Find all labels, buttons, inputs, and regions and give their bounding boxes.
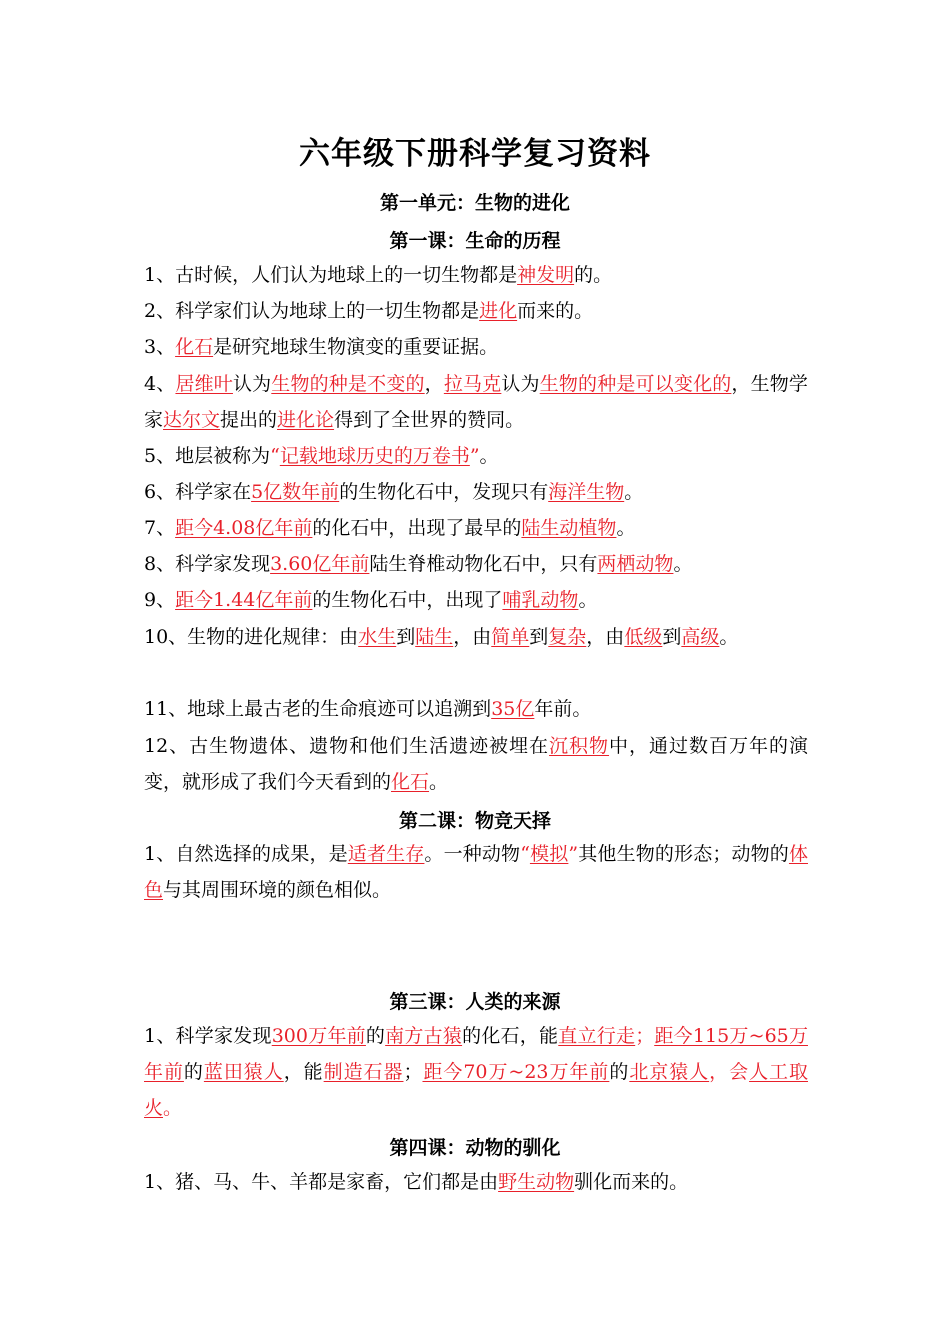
highlight-text: “ — [270, 445, 280, 467]
key-term: 蓝田猿人 — [203, 1061, 284, 1083]
body-text: 。 — [673, 553, 693, 575]
body-text: 9、 — [144, 589, 176, 611]
highlight-text: “ — [520, 843, 530, 865]
body-text: 陆生脊椎动物化石中，只有 — [369, 553, 598, 575]
body-text: 的化石中，出现了最早的 — [312, 517, 522, 539]
key-term: 5亿数年前 — [251, 481, 340, 503]
list-item — [144, 366, 808, 438]
body-text: ； — [403, 1061, 423, 1083]
body-text: 11、地球上最古老的生命痕迹可以追溯到 — [144, 698, 492, 720]
body-text: 认为 — [501, 373, 540, 395]
body-text: 的生物化石中，发现只有 — [339, 481, 549, 503]
body-text: 。 — [624, 481, 644, 503]
body-text: 1、科学家发现 — [144, 1025, 272, 1047]
highlight-text: 。 — [163, 1097, 183, 1119]
body-text: 到 — [529, 626, 549, 648]
key-term: 化石 — [175, 336, 214, 358]
key-term: 距今1.44亿年前 — [175, 589, 313, 611]
lesson-heading-3: 第三课：人类的来源 — [389, 991, 561, 1013]
body-text: 是研究地球生物演变的重要证据。 — [213, 336, 499, 358]
body-text: 。一种动物 — [424, 843, 521, 865]
key-term: 体色 — [144, 843, 808, 901]
body-text: 2、科学家们认为地球上的一切生物都是 — [144, 300, 480, 322]
key-term: 两栖动物 — [597, 553, 674, 575]
body-text: 1、猪、马、牛、羊都是家畜，它们都是由 — [144, 1171, 499, 1193]
key-term: 哺乳动物 — [502, 589, 579, 611]
body-text: 4、 — [144, 373, 176, 395]
body-text: 得到了全世界的赞同。 — [334, 409, 525, 431]
unit-heading: 第一单元：生物的进化 — [379, 192, 570, 214]
body-text: 6、科学家在 — [144, 481, 252, 503]
highlight-text: ” — [568, 843, 579, 865]
body-text: 到 — [662, 626, 682, 648]
key-term: 陆生 — [415, 626, 454, 648]
key-term: 野生动物 — [498, 1171, 575, 1193]
body-text: 而来的。 — [517, 300, 594, 322]
body-text: 的 — [609, 1061, 630, 1083]
key-term: 水生 — [358, 626, 397, 648]
list-item — [144, 582, 808, 618]
body-text: 。 — [616, 517, 636, 539]
key-term: 记载地球历史的万卷书 — [279, 445, 470, 467]
highlight-text: ” — [469, 445, 480, 467]
body-text: ，能 — [283, 1061, 324, 1083]
list-item — [144, 329, 808, 365]
key-term: 制造石器 — [323, 1061, 404, 1083]
key-term: 进化论 — [277, 409, 335, 431]
body-text: 5、地层被称为 — [144, 445, 271, 467]
key-term: 直立行走 — [558, 1025, 636, 1047]
key-term: 低级 — [624, 626, 663, 648]
key-term: 300万年前 — [271, 1025, 366, 1047]
lesson-heading-1: 第一课：生命的历程 — [389, 230, 561, 252]
body-text: 。 — [479, 445, 499, 467]
key-term: 进化 — [479, 300, 518, 322]
body-text: 。 — [429, 771, 449, 793]
list-item — [144, 619, 808, 655]
list-item — [144, 257, 808, 293]
list-item — [144, 728, 808, 800]
key-term: 神发明 — [517, 264, 575, 286]
body-text: 与其周围环境的颜色相似。 — [163, 879, 392, 901]
body-text: 8、科学家发现 — [144, 553, 271, 575]
list-item — [144, 546, 808, 582]
body-text: 12、古生物遗体、遗物和他们生活遗迹被埋在 — [144, 735, 550, 757]
key-term: 化石 — [391, 771, 430, 793]
body-text: 的生物化石中，出现了 — [312, 589, 503, 611]
key-term: 生物的种是可以变化的 — [539, 373, 732, 395]
lesson-heading-4: 第四课：动物的驯化 — [389, 1137, 561, 1159]
lesson-heading-2: 第二课：物竞天择 — [398, 810, 551, 832]
body-text: 1、古时候，人们认为地球上的一切生物都是 — [144, 264, 518, 286]
key-term: 距今115万~65万年前 — [144, 1025, 808, 1083]
body-text: ，生物学家 — [144, 373, 808, 431]
body-text: 驯化而来的。 — [574, 1171, 689, 1193]
highlight-text: ； — [635, 1025, 655, 1047]
key-term: 陆生动植物 — [521, 517, 617, 539]
body-text: 。 — [578, 589, 598, 611]
key-term: 距今70万~23万年前 — [422, 1061, 610, 1083]
body-text: 的。 — [574, 264, 613, 286]
highlight-text: ， — [709, 1061, 730, 1083]
body-text: 提出的 — [220, 409, 278, 431]
key-term: 简单 — [491, 626, 530, 648]
list-item — [144, 1164, 808, 1200]
body-text: 1、自然选择的成果，是 — [144, 843, 348, 865]
key-term: 南方古猿 — [385, 1025, 463, 1047]
key-term: 距今4.08亿年前 — [175, 517, 313, 539]
body-text: 10、生物的进化规律：由 — [144, 626, 359, 648]
document-title: 六年级下册科学复习资料 — [299, 136, 651, 172]
list-item — [144, 691, 808, 727]
body-text: 3、 — [144, 336, 176, 358]
body-text: 到 — [396, 626, 416, 648]
body-text: 。 — [719, 626, 739, 648]
key-term: 复杂 — [548, 626, 587, 648]
list-item — [144, 293, 808, 329]
key-term: 35亿 — [491, 698, 535, 720]
key-term: 3.60亿年前 — [270, 553, 370, 575]
key-term: 沉积物 — [549, 735, 610, 757]
key-term: 拉马克 — [443, 373, 502, 395]
key-term: 人工取火 — [144, 1061, 808, 1119]
body-text: ，由 — [586, 626, 625, 648]
body-text: ，由 — [453, 626, 492, 648]
list-item — [144, 510, 808, 546]
key-term: 居维叶 — [175, 373, 233, 395]
list-item — [144, 474, 808, 510]
list-item — [144, 438, 808, 474]
body-text: 年前。 — [534, 698, 592, 720]
body-text: 7、 — [144, 517, 176, 539]
key-term: 高级 — [681, 626, 720, 648]
key-term: 达尔文 — [163, 409, 221, 431]
key-term: 适者生存 — [347, 843, 425, 865]
key-term: 海洋生物 — [548, 481, 625, 503]
body-text: 的化石，能 — [462, 1025, 559, 1047]
body-text: 其他生物的形态；动物的 — [578, 843, 789, 865]
list-item — [144, 836, 808, 908]
list-item — [144, 1018, 808, 1126]
key-term: 模拟 — [529, 843, 569, 865]
key-term: 生物的种是不变的 — [271, 373, 425, 395]
body-text: 中，通过数百万年的演变，就形成了我们今天看到的 — [144, 735, 808, 793]
highlight-text: 会 — [729, 1061, 750, 1083]
body-text: 的 — [365, 1025, 386, 1047]
body-text: 的 — [183, 1061, 204, 1083]
body-text: ， — [424, 373, 444, 395]
key-term: 北京猿人 — [629, 1061, 710, 1083]
body-text: 认为 — [232, 373, 272, 395]
